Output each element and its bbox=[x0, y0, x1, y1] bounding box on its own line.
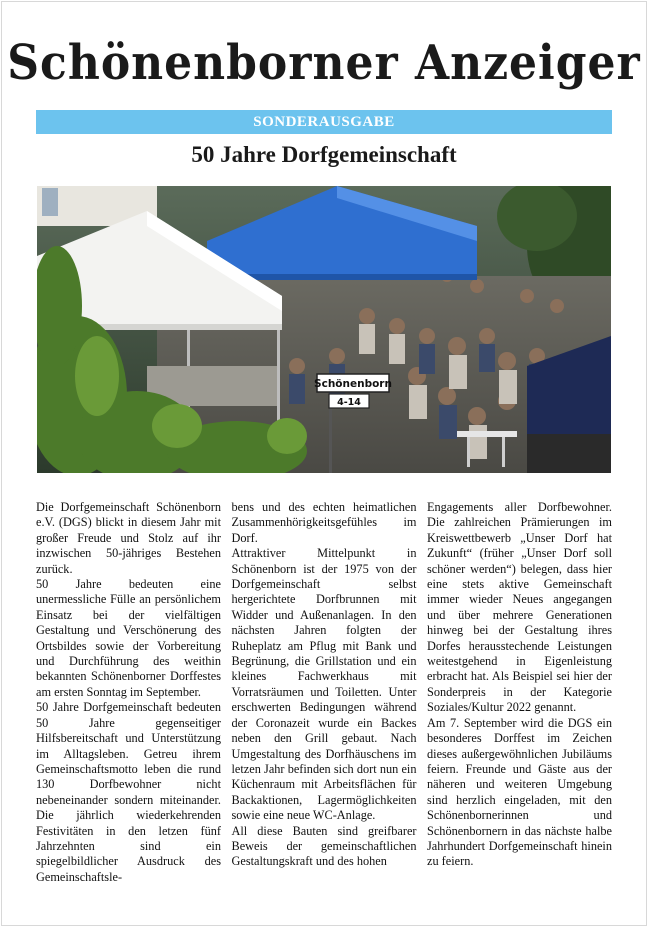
article-body bbox=[36, 500, 612, 885]
paragraph: Engagements aller Dorfbewohner. Die zahlreichen Prämierungen im Kreiswettbewerb „Unser Dorf hat Zukunft“ (früher „Unser Dorf soll schöner werden“) belegen, dass hier eine stets aktive Gemeinschaft immer wieder Neues angegangen und über mehrere Generationen hinweg bei der Gestaltung ihres Dorfes herausstechende Leistungen weitestgehend in Eigenleistung erbracht hat. Als Beispiel sei hier der Sonderpreis in der Kategorie Soziales/Kultur 2022 genannt. bbox=[427, 500, 612, 715]
article-column-2 bbox=[232, 500, 417, 885]
paragraph: bens und des echten heimatlichen Zusammenhörigkeitsgefühles im Dorf. bbox=[231, 500, 417, 545]
paragraph: 50 Jahre bedeuten eine unermessliche Fülle an persönlichem Einsatz bei der vielfältigen Gestaltung und Verschönerung des Ortsbildes sowie der Vorbereitung und Durchführung des weithin bekannten Schönenborner Dorffestes am ersten Sonntag im September. bbox=[36, 577, 221, 699]
masthead-title: Schönenborner Anzeiger bbox=[7, 35, 641, 92]
street-sign-text: Schönenborn bbox=[314, 378, 392, 390]
paragraph: Am 7. September wird die DGS ein besonderes Dorffest im Zeichen dieses außergewöhnlichen Jubiläums feiern. Freunde und Gäste aus der näheren und weiteren Umgebung sind herzlich eingeladen, mit den Schönenbornerinnen und Schönenbornern in das nächste halbe Jahrhundert Dorfgemeinschaft hinein zu feiern. bbox=[427, 715, 612, 869]
paragraph: Attraktiver Mittelpunkt in Schönenborn ist der 1975 von der Dorfgemeinschaft selbst hergerichtete Dorfbrunnen mit Widder und Außenanlagen. In den nächsten Jahren folgten der Ruheplatz am Pflug mit Bank und Begrünung, die Grillstation und ein kleines Fachwerkhaus mit Vorratsräumen und Toiletten. Unter erschwerten Bedingungen während der Coronazeit wurde ein Backes neben den Grill gebaut. Nach Umgestaltung des Dorfhäuschens im letzen Jahr befinden sich dort nun ein Küchenraum mit Arbeitsflächen für Backaktionen, Lagermöglichkeiten sowie eine neue WC-Anlage. bbox=[231, 546, 417, 823]
paragraph: Die Dorfgemeinschaft Schönenborn e.V. (DGS) blickt in diesem Jahr mit großer Freude und Stolz auf ihr inzwischen 50-jähriges Bestehen zurück. bbox=[36, 500, 221, 576]
street-sign-number: 4-14 bbox=[337, 397, 361, 408]
paragraph: 50 Jahre Dorfgemeinschaft bedeuten 50 Jahre gegenseitiger Hilfsbereitschaft und Unterstützung im Alltagsleben. Getreu ihrem Gemeinschaftsmotto leben die rund 130 Dorfbewohner nicht nebeneinander sondern miteinander. Die jährlich wiederkehrenden Festivitäten in den letzen fünf Jahrzehnten sind ein spiegelbildlicher Ausdruck des Gemeinschaftsle- bbox=[36, 700, 221, 884]
article-column-3 bbox=[427, 500, 612, 885]
paragraph: All diese Bauten sind greifbarer Beweis der gemeinschaftlichen Gestaltungskraft und des hohen bbox=[231, 823, 417, 869]
article-column-1 bbox=[36, 500, 221, 885]
special-edition-banner: SONDERAUSGABE bbox=[36, 110, 612, 134]
article-headline: 50 Jahre Dorfgemeinschaft bbox=[191, 142, 457, 167]
festival-photo bbox=[37, 186, 611, 473]
